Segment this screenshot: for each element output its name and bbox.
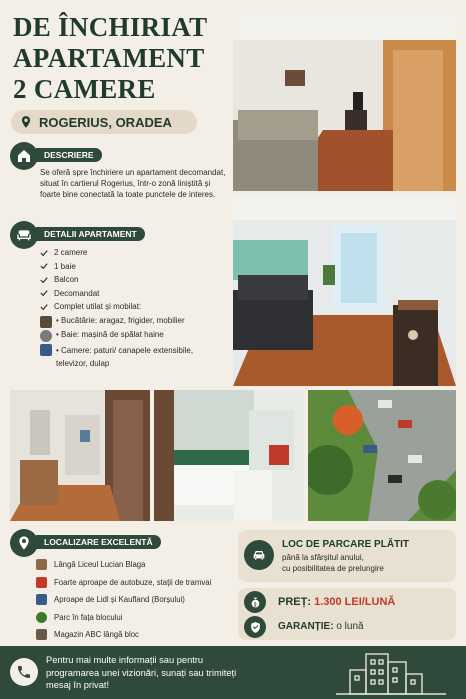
list-item xyxy=(40,246,232,260)
localizare-circle xyxy=(10,529,38,557)
money-bag-icon xyxy=(249,596,262,609)
descriere-heading: DESCRIERE xyxy=(36,148,102,162)
list-item xyxy=(40,273,232,287)
parking-circle xyxy=(244,540,274,570)
photo-bedroom xyxy=(233,195,456,386)
title-line-2: APARTAMENT xyxy=(13,43,205,73)
detalii-list xyxy=(40,246,232,370)
kitchen-icon xyxy=(40,316,52,328)
bus-icon xyxy=(36,577,47,588)
sub-text: • Bucătărie: aragaz, frigider, mobilier xyxy=(56,315,185,325)
phone-icon xyxy=(16,664,32,680)
detail-text: 1 baie xyxy=(54,261,76,271)
footer-text: Pentru mai multe informații sau pentru programarea unei vizionări, sunați sau trimiteți mesaj în privat! xyxy=(46,655,237,690)
footer-banner xyxy=(0,646,466,699)
map-pin-icon xyxy=(19,115,33,129)
loc-text: Aproape de Lidl și Kaufland (Borșului) xyxy=(54,595,185,605)
photo-kitchen xyxy=(10,390,150,521)
parking-card xyxy=(238,530,456,582)
check-icon xyxy=(40,303,48,311)
list-item xyxy=(36,609,236,627)
location-badge xyxy=(11,110,197,134)
parking-title: LOC DE PARCARE PLĂTIT xyxy=(282,539,410,550)
loc-text: Magazin ABC lângă bloc xyxy=(54,630,139,640)
tree-icon xyxy=(36,612,47,623)
list-item xyxy=(36,574,236,592)
detalii-circle xyxy=(10,221,38,249)
list-item xyxy=(36,591,236,609)
home-icon xyxy=(16,148,32,164)
price-label: PREȚ: xyxy=(278,596,315,608)
loc-text: Foarte aproape de autobuze, stații de tramvai xyxy=(54,577,212,587)
check-icon xyxy=(40,276,48,284)
list-item xyxy=(36,626,236,644)
price-value: 1.300 LEI/LUNĂ xyxy=(314,596,396,608)
sub-item-bathroom xyxy=(40,330,232,342)
list-item xyxy=(40,300,232,314)
location-text: ROGERIUS, ORADEA xyxy=(39,114,172,130)
price-circle xyxy=(244,591,266,613)
localizare-list xyxy=(36,556,236,644)
tv-icon xyxy=(40,344,52,356)
detail-text: Complet utilat și mobilat: xyxy=(54,302,142,312)
detail-text: 2 camere xyxy=(54,248,88,258)
school-icon xyxy=(36,559,47,570)
localizare-heading: LOCALIZARE EXCELENTĂ xyxy=(36,535,161,549)
list-item xyxy=(40,260,232,274)
photo-street-view xyxy=(308,390,456,521)
parking-line-1: până la sfârșitul anului, xyxy=(282,553,364,562)
phone-circle xyxy=(10,658,38,686)
photo-bathroom xyxy=(154,390,304,521)
shopping-cart-icon xyxy=(36,594,47,605)
car-icon xyxy=(251,547,267,563)
descriere-text: Se oferă spre închiriere un apartament decomandat, situat în cartierul Rogerius, într-o zonă liniștită și foarte bine conectată la toate punctele de interes. xyxy=(40,168,226,199)
washing-machine-icon xyxy=(40,330,52,342)
page-title xyxy=(13,12,228,105)
photo-living-room xyxy=(233,10,456,191)
building-icon xyxy=(336,650,446,696)
map-pin-icon xyxy=(16,535,32,551)
store-icon xyxy=(36,629,47,640)
sub-item-rooms xyxy=(40,344,232,370)
title-line-1: DE ÎNCHIRIAT xyxy=(13,12,208,42)
parking-line-2: cu posibilitatea de prelungire xyxy=(282,564,384,573)
check-icon xyxy=(40,289,48,297)
sofa-icon xyxy=(16,227,32,243)
guarantee-value: o lună xyxy=(336,621,364,632)
descriere-circle xyxy=(10,142,38,170)
check-icon xyxy=(40,262,48,270)
guarantee-label: GARANȚIE: xyxy=(278,621,337,632)
guarantee-row xyxy=(278,621,364,632)
detail-text: Balcon xyxy=(54,275,79,285)
check-icon xyxy=(40,249,48,257)
sub-text: • Baie: mașină de spălat haine xyxy=(56,329,164,339)
price-card xyxy=(238,588,456,640)
loc-text: Parc în fața blocului xyxy=(54,612,123,622)
guarantee-circle xyxy=(244,616,266,638)
detalii-heading: DETALII APARTAMENT xyxy=(36,227,145,241)
title-line-3: 2 CAMERE xyxy=(13,74,156,104)
price-row xyxy=(278,596,395,608)
sub-text: • Camere: paturi/ canapele extensibile, televizor, dulap xyxy=(56,345,194,368)
sub-item-kitchen xyxy=(40,316,232,328)
detail-text: Decomandat xyxy=(54,288,100,298)
list-item xyxy=(36,556,236,574)
shield-check-icon xyxy=(249,621,262,634)
loc-text: Lângă Liceul Lucian Blaga xyxy=(54,560,146,570)
list-item xyxy=(40,287,232,301)
